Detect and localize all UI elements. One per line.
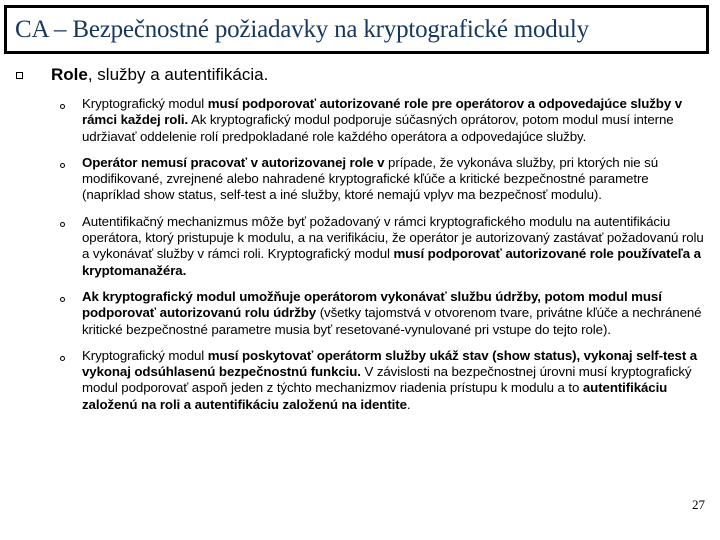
slide-title: CA – Bezpečnostné požiadavky na kryptografické moduly (15, 16, 589, 43)
list-item (60, 289, 710, 338)
bold-segment: musí poskytovať operátorm služby ukáž stav (show status), vykonaj self-test a vykonaj odsúhlasenú bezpečnostnú funkciu. (82, 347, 698, 380)
bold-segment: Operátor nemusí pracovať v autorizovanej role v (82, 154, 385, 170)
list-item (60, 214, 710, 279)
circle-bullet-icon (60, 297, 65, 302)
circle-bullet-icon (60, 222, 65, 227)
list-item-text (82, 96, 710, 145)
circle-bullet-icon (60, 356, 65, 361)
list-item-text (82, 348, 710, 413)
page-number: 27 (692, 497, 705, 512)
section-heading (14, 64, 704, 86)
list-item-text (82, 214, 710, 279)
circle-bullet-icon (60, 163, 65, 168)
text-segment: prípade, že vykonáva služby, pri ktorých nie sú modifikované, zvrejnené alebo nahradené kryptografické kľúče a kritické bezpečnostné parametre (napríklad show status, self-test a iné služby, ktoré nemajú vplyv ma bezpečnosť modulu). (82, 154, 659, 203)
text-segment: Ak kryptografický modul podporuje súčasných oprátorov, potom modul musí interne udržiavať oddelenie rolí predpokladané role každého operátora a odpovedajúce služby. (82, 112, 674, 144)
section-heading-text (51, 64, 268, 86)
bold-segment: autentifikáciu založenú na roli a autentifikáciu založenú na identite (82, 380, 668, 412)
bold-segment: musí podporovať autorizované role pre operátorov a odpovedajúce služby v rámci každej roli. (82, 96, 683, 128)
bold-segment: musí podporovať autorizované role používateľa a kryptomanažéra. (82, 246, 701, 278)
list-item (60, 96, 710, 145)
text-segment: . (406, 396, 411, 412)
list-item (60, 348, 710, 413)
section-heading-rest: , služby a autentifikácia. (87, 65, 269, 84)
text-segment: Autentifikačný mechanizmus môže byť požadovaný v rámci kryptografického modulu na autentifikáciu operátora, ktorý pristupuje k modulu, a na verifikáciu, že operátor je autorizovaný zastávať požadovanú rolu a vykonávať služby v rámci roli. Kryptografický modul (82, 213, 704, 262)
title-box (4, 5, 709, 54)
bullet-list (60, 96, 710, 423)
list-item (60, 155, 710, 204)
text-segment: (všetky tajomstvá v otvorenom tvare, privátne kľúče a nechránené kritické bezpečnostné parametre musia byť resetované-vynulované pri vstupe do tejto role). (82, 305, 702, 337)
text-segment: Kryptografický modul (82, 96, 208, 111)
section-heading-bold: Role (51, 65, 88, 84)
bold-segment: Ak kryptografický modul umožňuje operátorom vykonávať službu údržby, potom modul musí podporovať autorizovanú rolu údržby (82, 288, 662, 321)
square-bullet-icon (16, 72, 23, 79)
text-segment: V závislosti na bezpečnostnej úrovni musí kryptografický modul podporovať aspoň jeden z týchto mechanizmov riadenia prístupu k modulu a to (82, 364, 692, 396)
text-segment: Kryptografický modul (82, 347, 208, 363)
list-item-text (82, 155, 710, 204)
circle-bullet-icon (60, 104, 65, 109)
list-item-text (82, 289, 710, 338)
